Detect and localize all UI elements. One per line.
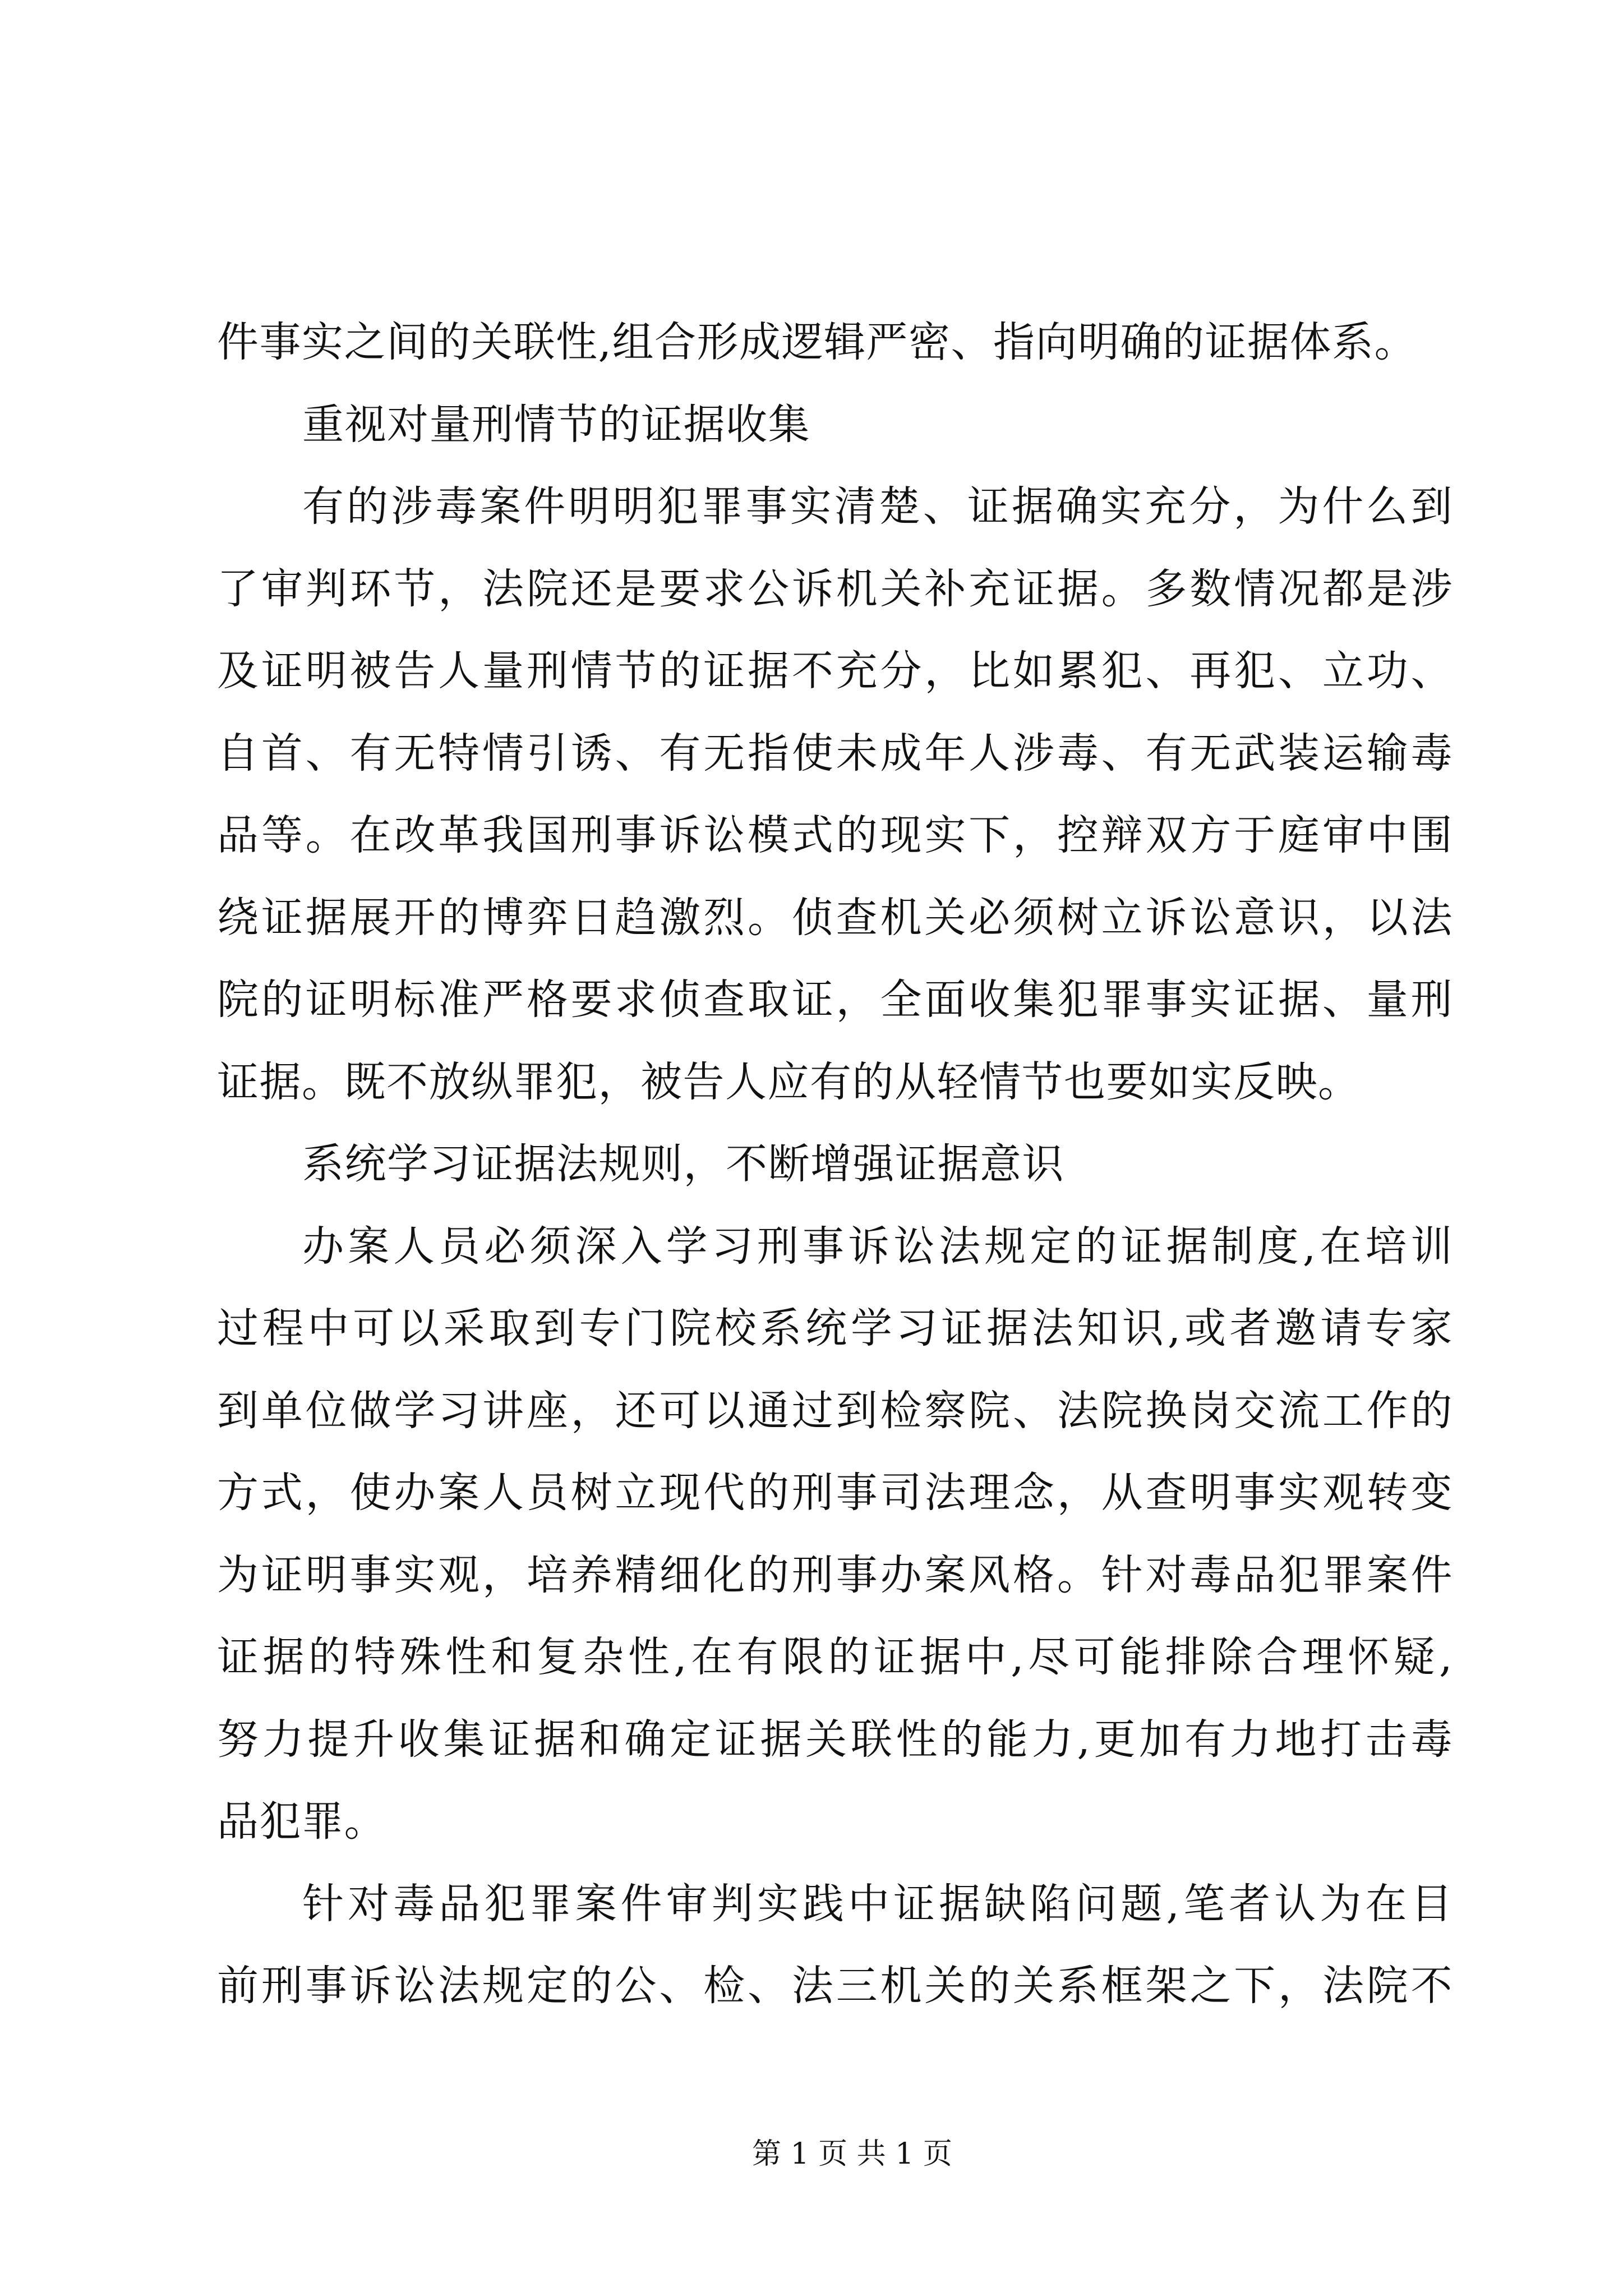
text-line: 针对毒品犯罪案件审判实践中证据缺陷问题,笔者认为在目 <box>302 1879 1453 1928</box>
section-heading: 重视对量刑情节的证据收集 <box>302 400 810 449</box>
text-line: 方式，使办案人员树立现代的刑事司法理念，从查明事实观转变 <box>217 1469 1453 1517</box>
text-line: 过程中可以采取到专门院校系统学习证据法知识,或者邀请专家 <box>217 1304 1453 1352</box>
text-line: 努力提升收集证据和确定证据关联性的能力,更加有力地打击毒 <box>217 1715 1453 1764</box>
paragraph <box>217 1205 1453 1863</box>
section-heading-evidence-law <box>217 1123 1453 1205</box>
body-text <box>217 301 1453 2027</box>
text-line: 自首、有无特情引诱、有无指使未成年人涉毒、有无武装运输毒 <box>217 729 1453 777</box>
section-heading-sentencing-evidence <box>217 384 1453 466</box>
text-line: 件事实之间的关联性,组合形成逻辑严密、指向明确的证据体系。 <box>217 318 1417 366</box>
text-line: 院的证明标准严格要求侦查取证，全面收集犯罪事实证据、量刑 <box>217 976 1453 1024</box>
paragraph <box>217 466 1453 1123</box>
paragraph-continued <box>217 301 1453 384</box>
text-line: 前刑事诉讼法规定的公、检、法三机关的关系框架之下，法院不 <box>217 1962 1453 2010</box>
text-line: 品等。在改革我国刑事诉讼模式的现实下，控辩双方于庭审中围 <box>217 811 1453 859</box>
page-number-footer: 第 1 页 共 1 页 <box>752 2137 952 2171</box>
text-line: 了审判环节，法院还是要求公诉机关补充证据。多数情况都是涉 <box>217 564 1453 613</box>
paragraph <box>217 1863 1453 2027</box>
text-line: 证据的特殊性和复杂性,在有限的证据中,尽可能排除合理怀疑, <box>217 1633 1453 1681</box>
section-heading: 系统学习证据法规则，不断增强证据意识 <box>302 1140 1064 1188</box>
text-line: 品犯罪。 <box>217 1797 386 1846</box>
text-line: 有的涉毒案件明明犯罪事实清楚、证据确实充分，为什么到 <box>302 482 1453 531</box>
text-line: 为证明事实观，培养精细化的刑事办案风格。针对毒品犯罪案件 <box>217 1550 1453 1599</box>
text-line: 及证明被告人量刑情节的证据不充分，比如累犯、再犯、立功、 <box>217 647 1453 695</box>
text-line: 办案人员必须深入学习刑事诉讼法规定的证据制度,在培训 <box>302 1222 1453 1271</box>
text-line: 到单位做学习讲座，还可以通过到检察院、法院换岗交流工作的 <box>217 1386 1453 1435</box>
text-line: 绕证据展开的博弈日趋激烈。侦查机关必须树立诉讼意识，以法 <box>217 893 1453 942</box>
text-line: 证据。既不放纵罪犯，被告人应有的从轻情节也要如实反映。 <box>217 1057 1361 1106</box>
